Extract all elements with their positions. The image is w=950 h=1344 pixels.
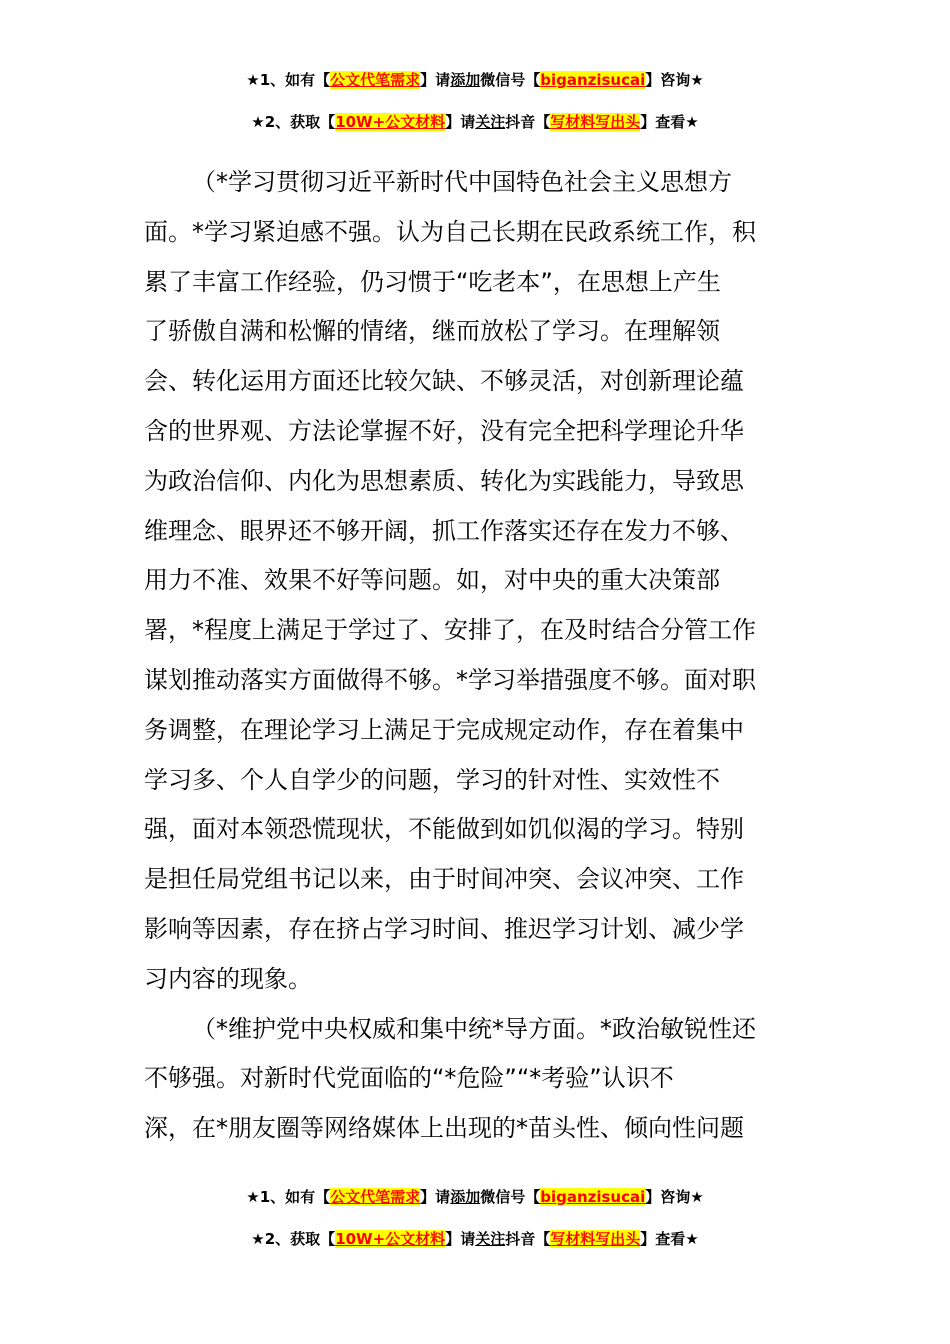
highlight-wechat-id: biganzisucai <box>540 1188 646 1206</box>
paragraph-line: 署，*程度上满足于学过了、安排了，在及时结合分管工作 <box>144 616 756 645</box>
highlight-douyin: 写材料写出头 <box>550 1230 641 1248</box>
banner-text: 】请 <box>445 113 476 131</box>
document-body <box>144 158 804 1154</box>
footer-banner-line-2 <box>0 1228 950 1250</box>
paragraph-line: 务调整，在理论学习上满足于完成规定动作，存在着集中 <box>144 715 744 744</box>
paragraph-line: 为政治信仰、内化为思想素质、转化为实践能力，导致思 <box>144 466 744 495</box>
banner-underlined: 添加 <box>450 71 481 89</box>
paragraph-line: 影响等因素，存在挤占学习时间、推迟学习计划、减少学 <box>144 914 744 943</box>
highlight-douyin: 写材料写出头 <box>550 113 641 131</box>
paragraph-line: 不够强。对新时代党面临的“*危险”“*考验”认识不 <box>144 1064 674 1093</box>
highlight-wechat-id: biganzisucai <box>540 71 646 89</box>
highlight-service: 公文代笔需求 <box>330 71 421 89</box>
banner-text: 抖音【 <box>505 1230 551 1248</box>
banner-underlined: 添加 <box>450 1188 481 1206</box>
paragraph-line: （*维护党中央权威和集中统*导方面。*政治敏锐性还 <box>192 1014 756 1043</box>
banner-text: 微信号【 <box>480 1188 541 1206</box>
paragraph-line: 是担任局党组书记以来，由于时间冲突、会议冲突、工作 <box>144 865 744 894</box>
paragraph-line: 面。*学习紧迫感不强。认为自己长期在民政系统工作，积 <box>144 217 756 246</box>
header-banner-line-2 <box>0 111 950 133</box>
footer-banner-line-1 <box>0 1186 950 1208</box>
paragraph-line: 习内容的现象。 <box>144 964 312 993</box>
highlight-materials: 10W+公文材料 <box>335 1230 446 1248</box>
banner-text: ★2、获取【 <box>251 113 336 131</box>
banner-text: ★2、获取【 <box>251 1230 336 1248</box>
banner-text: ★1、如有【 <box>246 71 331 89</box>
paragraph-line: 了骄傲自满和松懈的情绪，继而放松了学习。在理解领 <box>144 317 720 346</box>
paragraph-line: 维理念、眼界还不够开阔，抓工作落实还存在发力不够、 <box>144 516 744 545</box>
banner-underlined: 关注 <box>475 113 506 131</box>
highlight-service: 公文代笔需求 <box>330 1188 421 1206</box>
header-banner-line-1 <box>0 69 950 91</box>
highlight-materials: 10W+公文材料 <box>335 113 446 131</box>
paragraph-line: 累了丰富工作经验，仍习惯于“吃老本”，在思想上产生 <box>144 267 721 296</box>
paragraph-line: 含的世界观、方法论掌握不好，没有完全把科学理论升华 <box>144 416 744 445</box>
paragraph-line: （*学习贯彻习近平新时代中国特色社会主义思想方 <box>192 168 732 196</box>
banner-text: ★1、如有【 <box>246 1188 331 1206</box>
banner-text: 微信号【 <box>480 71 541 89</box>
paragraph-line: 用力不准、效果不好等问题。如，对中央的重大决策部 <box>144 566 720 595</box>
banner-underlined: 关注 <box>475 1230 506 1248</box>
banner-text: 】请 <box>420 1188 451 1206</box>
banner-text: 抖音【 <box>505 113 551 131</box>
banner-text: 】请 <box>420 71 451 89</box>
paragraph-line: 学习多、个人自学少的问题，学习的针对性、实效性不 <box>144 765 720 794</box>
banner-text: 】咨询★ <box>645 71 704 89</box>
banner-text: 】咨询★ <box>645 1188 704 1206</box>
banner-text: 】请 <box>445 1230 476 1248</box>
paragraph-line: 深，在*朋友圈等网络媒体上出现的*苗头性、倾向性问题 <box>144 1114 744 1143</box>
banner-text: 】查看★ <box>640 113 699 131</box>
paragraph-line: 会、转化运用方面还比较欠缺、不够灵活，对创新理论蕴 <box>144 367 744 396</box>
banner-text: 】查看★ <box>640 1230 699 1248</box>
paragraph-line: 强，面对本领恐慌现状，不能做到如饥似渴的学习。特别 <box>144 815 744 844</box>
paragraph-line: 谋划推动落实方面做得不够。*学习举措强度不够。面对职 <box>144 665 756 694</box>
